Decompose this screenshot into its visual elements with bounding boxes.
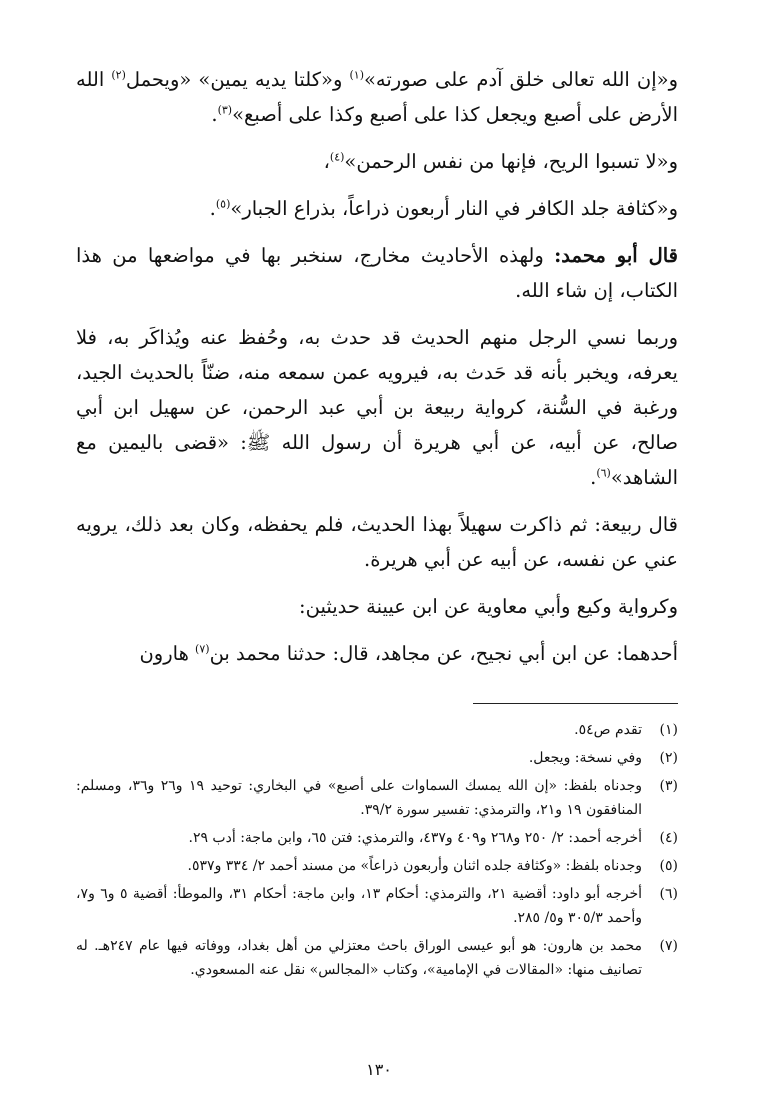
footnote-item	[76, 718, 678, 742]
text-span: أحدهما: عن ابن أبي نجيح، عن مجاهد، قال: حدثنا محمد بن	[209, 642, 678, 665]
footnote-ref[interactable]: (٦)	[596, 466, 611, 480]
footnote-text: وفي نسخة: ويجعل.	[528, 750, 642, 766]
paragraph-1	[76, 62, 678, 132]
footnote-item	[76, 854, 678, 878]
footnote-text: محمد بن هارون: هو أبو عيسى الوراق باحث معتزلي من أهل بغداد، ووفاته فيها عام ٢٤٧هـ. له تصانيف منها: «المقالات في الإمامية»، وكتاب «المجالس» نقل عنه المسعودي.	[76, 938, 643, 978]
footnote-divider	[473, 703, 678, 704]
paragraph-4	[76, 238, 678, 308]
footnote-ref[interactable]: (٣)	[217, 103, 233, 117]
footnote-item	[76, 826, 678, 850]
text-span: .	[590, 466, 597, 489]
text-span: .	[209, 197, 216, 220]
footnote-item	[76, 774, 678, 822]
paragraph-2	[76, 144, 678, 179]
footnote-ref[interactable]: (١)	[349, 68, 364, 82]
speaker-heading: قال أبو محمد:	[554, 244, 679, 267]
text-span: الله الأرض على أصبع ويجعل كذا على أصبع وكذا على أصبع»	[76, 68, 678, 126]
paragraph-8	[76, 636, 678, 671]
footnote-number: (١)	[659, 722, 678, 738]
footnote-number: (٧)	[659, 938, 678, 954]
text-span: .	[211, 103, 218, 126]
footnote-item	[76, 746, 678, 770]
main-text	[76, 62, 678, 671]
footnote-text: أخرجه أحمد: ٢/ ٢٥٠ و٢٦٨ و٤٠٩ و٤٣٧، والترمذي: فتن ٦٥، وابن ماجة: أدب ٢٩.	[188, 830, 642, 846]
text-span: و«كلتا يديه يمين» «ويحمل	[125, 68, 350, 91]
footnote-item	[76, 882, 678, 930]
paragraph-5	[76, 320, 678, 495]
footnote-text: وجدناه بلفظ: «إن الله يمسك السماوات على أصبع» في البخاري: توحيد ١٩ و٢٦ و٣٦، ومسلم: المنافقون ١٩ و٢١، والترمذي: تفسير سورة ٣٩/٢.	[76, 778, 642, 818]
page-number: ١٣٠	[366, 1060, 392, 1079]
footnote-number: (٥)	[659, 858, 678, 874]
footnotes	[76, 718, 678, 982]
text-span: وربما نسي الرجل منهم الحديث قد حدث به، وحُفظ عنه ويُذاكَر به، فلا يعرفه، ويخبر بأنه قد حَدث به، فيرويه عمن سمعه منه، ضنّاً بالحديث الجيد، ورغبة في السُّنة، كرواية ربيعة بن أبي عبد الرحمن، عن سهيل ابن أبي صالح، عن أبيه، عن أبي هريرة أن رسول الله ﷺ: «قضى باليمين مع الشاهد»	[76, 326, 678, 489]
footnote-ref[interactable]: (٢)	[111, 68, 126, 82]
footnote-ref[interactable]: (٥)	[215, 197, 231, 211]
footnote-item	[76, 934, 678, 982]
footnote-number: (٢)	[659, 750, 678, 766]
text-span: و«لا تسبوا الريح، فإنها من نفس الرحمن»	[344, 150, 678, 173]
paragraph-3	[76, 191, 678, 226]
footnote-text: أخرجه أبو داود: أقضية ٢١، والترمذي: أحكام ١٣، وابن ماجة: أحكام ٣١، والموطأ: أقضية ٥ و٦ و٧، وأحمد ٣٠٥/٣ و٥/ ٢٨٥.	[76, 886, 643, 926]
text-span: هارون	[139, 642, 196, 665]
footnote-text: تقدم ص٥٤.	[574, 722, 642, 738]
text-span: و«إن الله تعالى خلق آدم على صورته»	[364, 68, 679, 91]
text-span: ،	[323, 150, 330, 173]
text-span: و«كثافة جلد الكافر في النار أربعون ذراعاً، بذراع الجبار»	[230, 197, 678, 220]
footnote-number: (٦)	[659, 886, 678, 902]
paragraph-6: قال ربيعة: ثم ذاكرت سهيلاً بهذا الحديث، فلم يحفظه، وكان بعد ذلك، يرويه عني عن نفسه، عن أبيه عن أبي هريرة.	[76, 513, 678, 571]
footnote-text: وجدناه بلفظ: «وكثافة جلده اثنان وأربعون ذراعاً» من مسند أحمد ٢/ ٣٣٤ و٥٣٧.	[187, 858, 642, 874]
paragraph-7: وكرواية وكيع وأبي معاوية عن ابن عيينة حديثين:	[299, 595, 678, 618]
page-content	[76, 62, 678, 986]
footnote-number: (٣)	[659, 778, 678, 794]
footnote-number: (٤)	[659, 830, 678, 846]
text-span: ولهذه الأحاديث مخارج، سنخبر بها في مواضعها من هذا الكتاب، إن شاء الله.	[76, 244, 678, 302]
footnote-ref[interactable]: (٧)	[195, 642, 210, 656]
footnote-ref[interactable]: (٤)	[329, 150, 345, 164]
